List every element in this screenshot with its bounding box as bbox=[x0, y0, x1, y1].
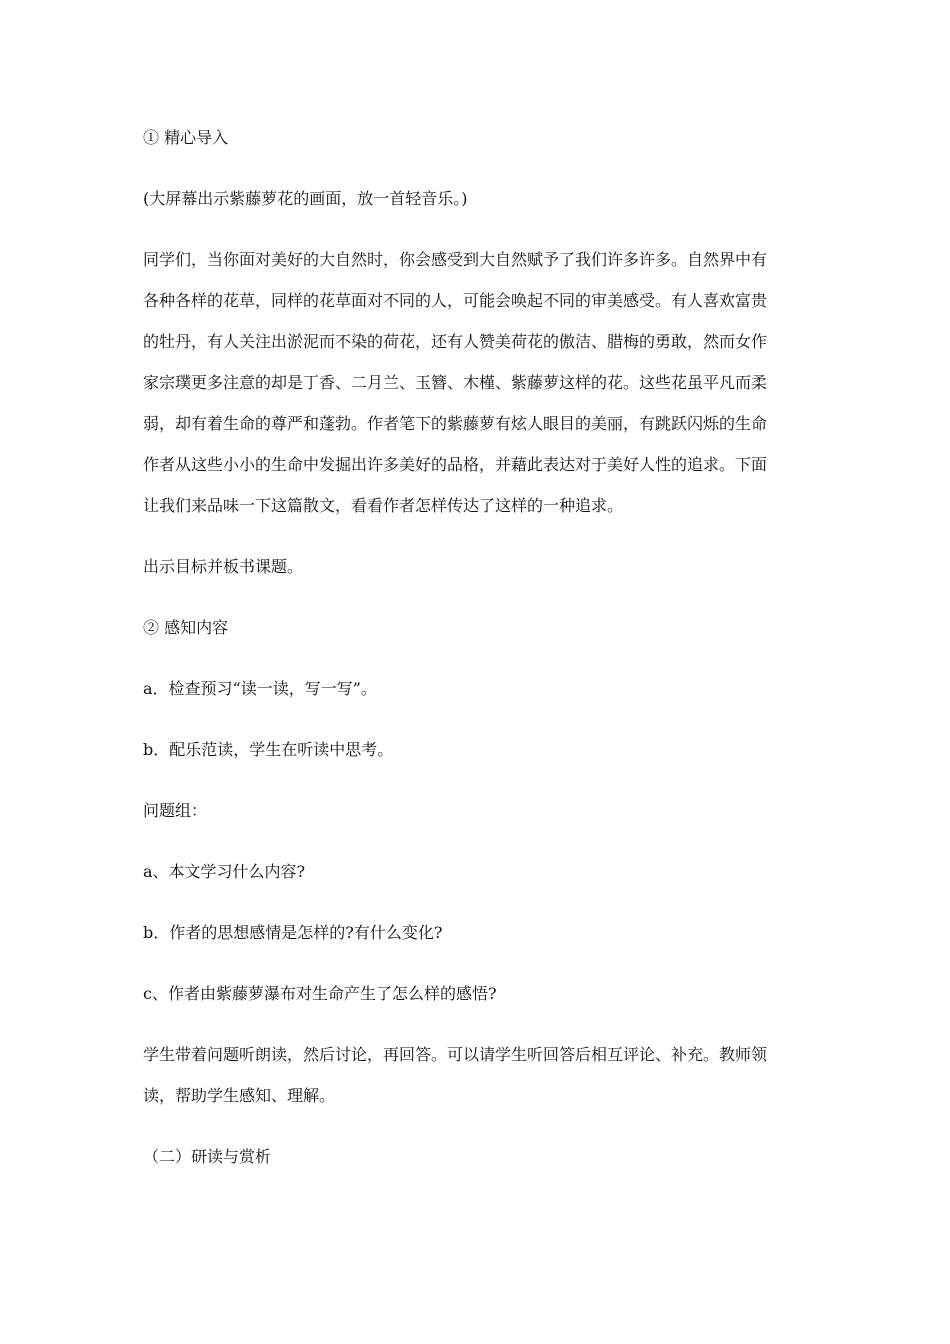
heading-perceive-content: ② 感知内容 bbox=[143, 618, 229, 637]
section-2-heading: （二）研读与赏析 bbox=[143, 1147, 272, 1166]
intro-line: 家宗璞更多注意的却是丁香、二月兰、玉簪、木槿、紫藤萝这样的花。这些花虽平凡而柔 bbox=[143, 373, 768, 392]
intro-line: 作者从这些小小的生命中发掘出许多美好的品格，并藉此表达对于美好人性的追求。下面 bbox=[143, 455, 768, 474]
stage-direction: (大屏幕出示紫藤萝花的画面，放一首轻音乐。) bbox=[143, 189, 468, 208]
question-c: c、作者由紫藤萝瀑布对生命产生了怎么样的感悟? bbox=[143, 984, 497, 1003]
intro-line: 让我们来品味一下这篇散文，看看作者怎样传达了这样的一种追求。 bbox=[143, 496, 624, 515]
intro-line: 的牡丹，有人关注出淤泥而不染的荷花，还有人赞美荷花的傲洁、腊梅的勇敢，然而女作 bbox=[143, 332, 768, 351]
intro-line: 各种各样的花草，同样的花草面对不同的人，可能会唤起不同的审美感受。有人喜欢富贵 bbox=[143, 291, 768, 310]
intro-line: 弱，却有着生命的尊严和蓬勃。作者笔下的紫藤萝有炫人眼目的美丽，有跳跃闪烁的生命 bbox=[143, 414, 768, 433]
question-a: a、本文学习什么内容? bbox=[143, 862, 306, 881]
show-goals-text: 出示目标并板书课题。 bbox=[143, 557, 304, 576]
step-b-model-reading: b．配乐范读，学生在听读中思考。 bbox=[143, 740, 394, 759]
question-b: b．作者的思想感情是怎样的?有什么变化? bbox=[143, 923, 443, 942]
step-a-check-preview: a．检查预习“读一读，写一写”。 bbox=[143, 679, 377, 698]
intro-line: 同学们，当你面对美好的大自然时，你会感受到大自然赋予了我们许多许多。自然界中有 bbox=[143, 250, 768, 269]
closing-line: 学生带着问题听朗读，然后讨论，再回答。可以请学生听回答后相互评论、补充。教师领 bbox=[143, 1045, 768, 1064]
closing-line: 读，帮助学生感知、理解。 bbox=[143, 1086, 336, 1105]
heading-precise-introduction: ① 精心导入 bbox=[143, 128, 229, 147]
question-group-label: 问题组： bbox=[143, 801, 208, 820]
